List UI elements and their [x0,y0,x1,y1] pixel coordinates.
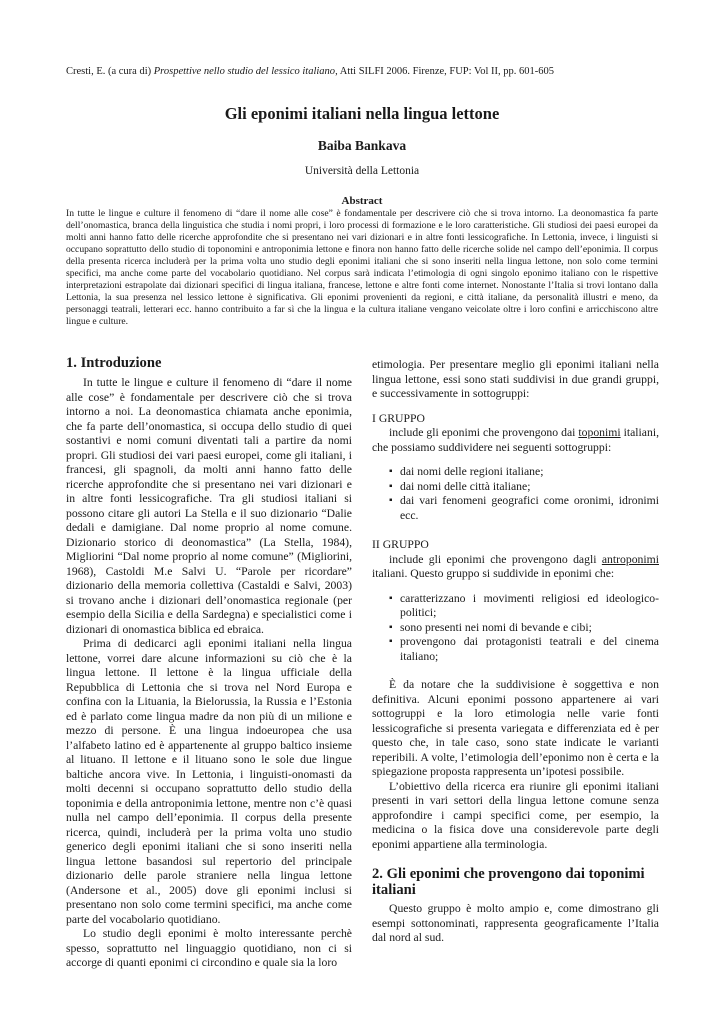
list-item: ▪ provengono dai protagonisti teatrali e del cinema italiano; [391,635,659,664]
paper-title: Gli eponimi italiani nella lingua lettone [224,104,500,123]
list-item: ▪ sono presenti nei nomi di bevande e cibi; [391,621,659,636]
group-1-list [372,465,659,523]
group-1-intro-text: include gli eponimi che provengono dai [389,426,579,439]
group-1-intro [372,426,659,455]
group-2-label: II GRUPPO [372,538,429,551]
list-item: ▪ dai nomi delle regioni italiane; [391,465,659,480]
intro-paragraph-2: Prima di dedicarci agli eponimi italiani nella lingua lettone, vorrei dare alcune informazioni su ciò che è la lingua lettone. Il lettone è la lingua ufficiale della Repubblica di Lettonia che si trova nel Nord Europa e confina con la Lituania, la Bielorussia, la Russia e l’Estonia ed è parlato come lingua madre da non più di un milione e mezzo di persone. È una lingua indoeuropea che usa l’alfabeto latino ed è appartenente al gruppo baltico insieme al lituano. Il lettone e il lituano sono le sole due lingue baltiche ancora vive. In Lettonia, i linguisti-onomasti da molti decenni si occupano soprattutto dello studio della toponimia e della antroponimia lettone, mentre non c’è quasi nulla nel campo dell’eponimia. Il corpus della presente ricerca, quindi, includerà per la prima volta uno studio generico degli eponimi italiani che si sono inseriti nella lingua lettone basandosi sul repertorio del principale dizionario delle parole straniere nella lingua lettone (Andersone et al., 2005) dove gli eponimi inclusi si presentano non solo come termini specifici, ma anche come parte del vocabolario quotidiano. [66,637,352,926]
group-2-intro-rest: italiani. Questo gruppo si suddivide in eponimi che: [372,567,615,580]
citation-header [66,65,666,78]
intro-paragraph-3: Lo studio degli eponimi è molto interessante perchè spesso, soprattutto nel linguaggio quotidiano, non ci si accorge di quanti eponimi ci circondino e quale sia la loro [66,927,352,969]
group-2-intro-text: include gli eponimi che provengono dagli [389,552,602,566]
intro-paragraph-3-continued: etimologia. Per presentare meglio gli eponimi italiani nella lingua lettone, essi sono stati suddivisi in due grandi gruppi, e successivamente in sottogruppi: [372,358,659,400]
right-column [372,358,659,946]
section-heading-toponimi: 2. Gli eponimi che provengono dai toponimi italiani [372,866,645,898]
author-name: Baiba Bankava [317,138,407,153]
group-2-intro [372,553,659,582]
list-item: ▪ dai vari fenomeni geografici come oronimi, idronimi ecc. [391,494,659,523]
citation-prefix: Cresti, E. (a cura di) [66,66,154,77]
group-2-block [372,538,659,664]
left-column [66,355,352,971]
group-2-keyword: antroponimi [601,552,659,566]
list-item: ▪ dai nomi delle città italiane; [391,480,659,495]
citation-title: Prospettive nello studio del lessico italiano [153,66,336,77]
intro-paragraph-5: L’obiettivo della ricerca era riunire gli eponimi italiani presenti in vari settori della lingua lettone comune senza approfondire i campi specifici come, per esempio, la medicina o la fisica dove una considerevole parte degli eponimi appartiene alla terminologia. [372,779,659,851]
abstract-text: In tutte le lingue e culture il fenomeno di “dare il nome alle cose” è fondamentale per descrivere ciò che si trova intorno. La deonomastica fa parte dell’onomastica, branca della linguistica che studia i nomi propri, i loro processi di formazione e le loro caratteristiche. Gli studiosi dei paesi europei da molti anni hanno fatto delle ricerche approfondite che si presentano nei vari dizionari e in altre fonti lessicografiche. In Lettonia, invece, i linguisti si occupano soprattutto dello studio di toponomini e antroponimia lettone e finora non hanno fatto delle ricerche solide nel campo dell’eponimia. Il corpus della presenta ricerca includerà per la prima volta uno studio degli eponimi italiani che si sono inseriti nella lingua lettone, non solo come termini specifici, ma anche come parte del vocabolario quotidiano. Nel corpus sarà indicata l’etimologia di ogni singolo eponimo italiano con le rispettive interpretazioni estrapolate dai dizionari specifici di lingua italiana, francese, lettone e altre fonti come internet. Nonostante l’Italia si trovi lontano dalla Lettonia, la sua presenza nel lessico lettone è significativa. Gli eponimi provenienti da regioni, e città italiane, da personalità illustri e meno, da personaggi teatrali, letterari ecc. hanno contribuito a far sì che la lingua e la cultura italiane vengano veicolate oltre i loro confini e arricchiscono altre lingue e culture. [66,208,658,328]
group-1-label: I GRUPPO [372,411,425,425]
abstract-heading: Abstract [341,195,383,207]
section-heading-introduzione: 1. Introduzione [66,355,162,371]
intro-paragraph-4: È da notare che la suddivisione è soggettiva e non definitiva. Alcuni eponimi possono appartenere ai vari sottogruppi e la loro etimologia nelle varie fonti lessicografiche si presenta variegata e differenziata ed è per questo che, in tale caso, sono state indicate le varianti reperibili. A volte, l’etimologia dell’eponimo non è certa e la spiegazione proposta rappresenta un’ipotesi possibile. [372,678,659,778]
group-1-keyword: toponimi [578,426,621,439]
group-1-intro-rest: italiani, che possiamo suddividere nei seguenti sottogruppi: [372,426,659,454]
citation-suffix: , Atti SILFI 2006. Firenze, FUP: Vol II, pp. 601-605 [335,66,555,77]
author-affiliation: Università della Lettonia [304,165,420,177]
group-1-block [372,412,659,524]
group-2-list [372,592,659,665]
section-2-paragraph-1: Questo gruppo è molto ampio e, come dimostrano gli esempi sottonominati, rappresenta geograficamente l’Italia dal nord al sud. [372,902,659,944]
intro-paragraph-1: In tutte le lingue e culture il fenomeno di “dare il nome alle cose” è fondamentale per descrivere ciò che si trova intorno a noi. La deonomastica chiamata anche eponimia, che fa parte dell’onomastica, si occupa dello studio di quei sostantivi e nomi comuni diventati tali a partire da nomi propri. Gli studiosi dei vari paesi europei, come gli italiani, i francesi, gli spagnoli, da molti anni hanno fatto delle ricerche approfondite che si presentano nei vari dizionari e in altre fonti lessicografiche. Tra gli studiosi italiani si possono citare gli autori La Stella e il suo dizionario “Dalie dedali e damigiane. Dal nome proprio al nome comune. Dizionario storico di deonomastica” (La Stella, 1984), Migliorini “Dal nome proprio al nome comune” (Migliorini, 1968), Castoldi M.e Salvi U. “Parole per ricordare” dizionario della memoria collettiva (Castaldi e Salvi, 2003) si trovano anche i dizionari dell’onomastica regionale (per esempio della Sicilia e della Sardegna) e specialistici come i dizionari di onomastica biblica ed ebraica. [66,376,352,636]
list-item: ▪ caratterizzano i movimenti religiosi ed ideologico-politici; [391,592,659,621]
